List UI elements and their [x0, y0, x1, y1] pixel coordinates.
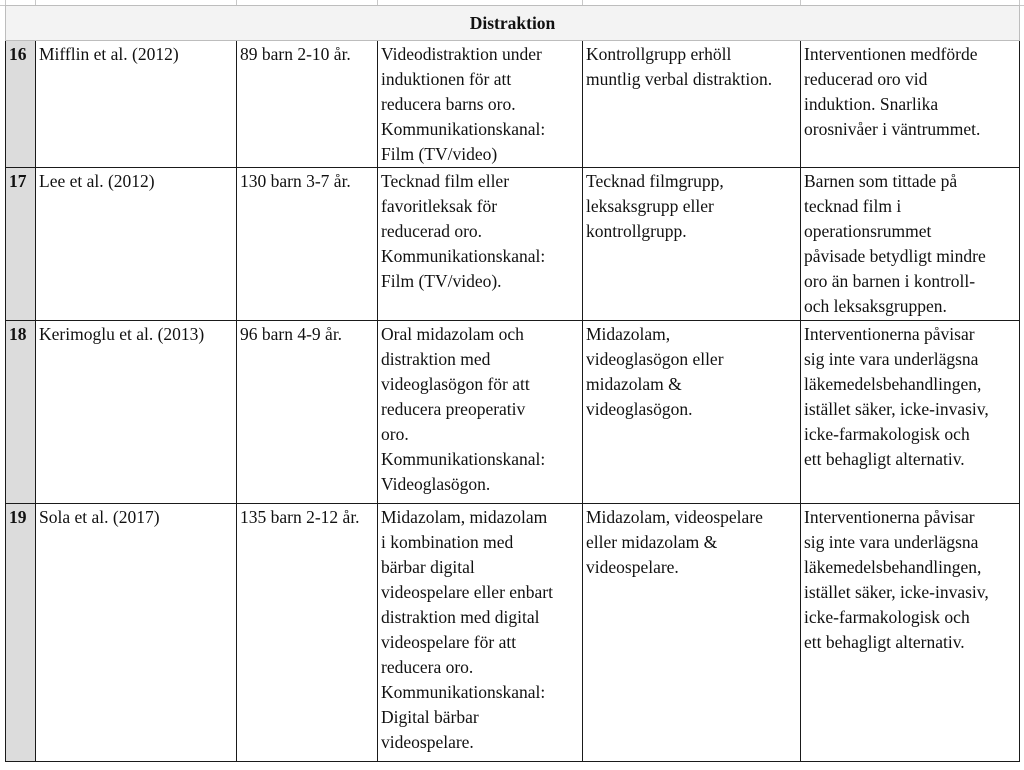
- sample-cell: 96 barn 4-9 år.: [237, 321, 378, 504]
- intervention-cell: Tecknad film eller favoritleksak för reducerad oro. Kommunikationskanal: Film (TV/video).: [378, 168, 583, 321]
- control-cell: Midazolam, videoglasögon eller midazolam & videoglasögon.: [583, 321, 801, 504]
- result-cell: Interventionerna påvisar sig inte vara underlägsna läkemedelsbehandlingen, istället säker, icke-invasiv, icke-farmakologisk och ett behagligt alternativ.: [801, 321, 1020, 504]
- row-number: 17: [6, 168, 36, 321]
- section-header-row: [6, 6, 1020, 41]
- intervention-cell: Oral midazolam och distraktion med videoglasögon för att reducera preoperativ oro. Kommunikationskanal: Videoglasögon.: [378, 321, 583, 504]
- section-title: Distraktion: [6, 6, 1020, 41]
- sample-cell: 89 barn 2-10 år.: [237, 41, 378, 168]
- study-table: [5, 5, 1020, 762]
- row-number: 18: [6, 321, 36, 504]
- author-cell: Mifflin et al. (2012): [36, 41, 237, 168]
- table-row: [6, 504, 1020, 762]
- result-cell: Barnen som tittade på tecknad film i operationsrummet påvisade betydligt mindre oro än barnen i kontroll- och leksaksgruppen.: [801, 168, 1020, 321]
- control-cell: Kontrollgrupp erhöll muntlig verbal distraktion.: [583, 41, 801, 168]
- table-row: [6, 321, 1020, 504]
- intervention-cell: Midazolam, midazolam i kombination med bärbar digital videospelare eller enbart distraktion med digital videospelare för att reducera oro. Kommunikationskanal: Digital bärbar videospelare.: [378, 504, 583, 762]
- row-number: 16: [6, 41, 36, 168]
- author-cell: Lee et al. (2012): [36, 168, 237, 321]
- control-cell: Tecknad filmgrupp, leksaksgrupp eller kontrollgrupp.: [583, 168, 801, 321]
- result-cell: Interventionen medförde reducerad oro vid induktion. Snarlika orosnivåer i väntrummet.: [801, 41, 1020, 168]
- table-row: [6, 41, 1020, 168]
- intervention-cell: Videodistraktion under induktionen för att reducera barns oro. Kommunikationskanal: Film (TV/video): [378, 41, 583, 168]
- table-row: [6, 168, 1020, 321]
- result-cell: Interventionerna påvisar sig inte vara underlägsna läkemedelsbehandlingen, istället säker, icke-invasiv, icke-farmakologisk och ett behagligt alternativ.: [801, 504, 1020, 762]
- control-cell: Midazolam, videospelare eller midazolam & videospelare.: [583, 504, 801, 762]
- sample-cell: 130 barn 3-7 år.: [237, 168, 378, 321]
- author-cell: Kerimoglu et al. (2013): [36, 321, 237, 504]
- row-number: 19: [6, 504, 36, 762]
- author-cell: Sola et al. (2017): [36, 504, 237, 762]
- sample-cell: 135 barn 2-12 år.: [237, 504, 378, 762]
